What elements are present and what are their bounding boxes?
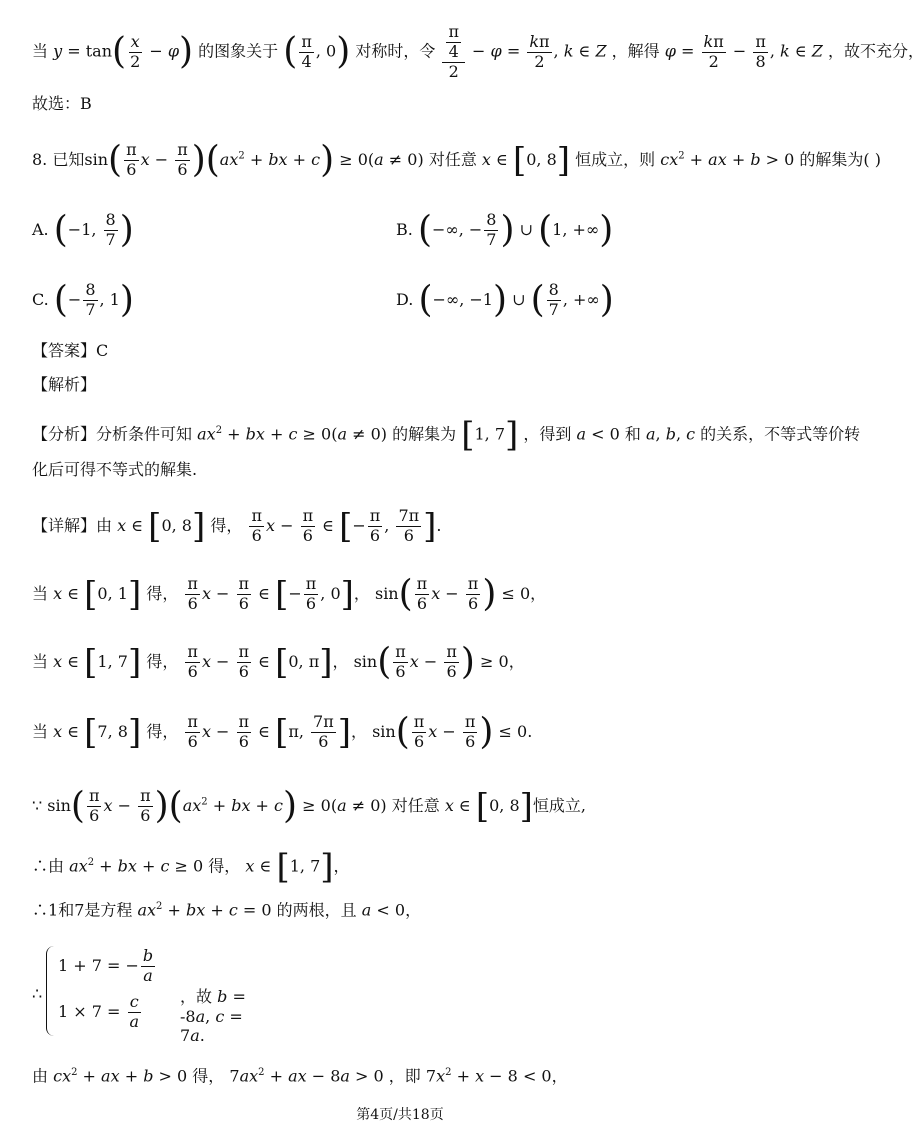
answer-line: 故选：B bbox=[32, 94, 92, 113]
analysis-line-1: 【分析】分析条件可知 $ax^2$ + bx + c ≥ 0(a ≠ 0) 的解集为 [1, 7] ，得到 a < 0 和 a, b, c 的关系，不等式等价转 bbox=[32, 415, 861, 455]
left-brace bbox=[46, 946, 55, 1036]
detail-line-2: 当 x ∈ [0, 1] 得， $\frac{\pi}{6}$ x − $\frac{\pi}{6}$ ∈ [− $\frac{\pi}{6}$ , 0]， sin( $\frac{\pi}{6}$ x − $\frac{\pi}{6}$ ) ≤ 0， bbox=[32, 573, 547, 615]
line-1: 当 y = tan( $\frac{x}{2}$ − φ) 的图象关于 ( $\frac{\pi}{4}$ , 0) 对称时，令 $\frac{\frac{\pi}{4}}{2}$ − φ = $\frac{k\pi}{2}$ , k ∈ Z ，解得 φ = $\frac{k\pi}{2}$ − $\frac{\pi}{8}$ , k ∈ Z ，故不充分， bbox=[32, 22, 924, 81]
detail-line-4: 当 x ∈ [7, 8] 得， $\frac{\pi}{6}$ x − $\frac{\pi}{6}$ ∈ [π, $\frac{7\pi}{6}$ ]， sin( $\frac{\pi}{6}$ x − $\frac{\pi}{6}$ ) ≤ 0. bbox=[32, 711, 533, 753]
answer-block: 【答案】C bbox=[32, 341, 109, 360]
detail-line-1: 【详解】由 x ∈ [0, 8] 得， $\frac{\pi}{6}$ x − $\frac{\pi}{6}$ ∈ [− $\frac{\pi}{6}$ , $\frac{7\pi}{6}$ ]. bbox=[32, 506, 442, 547]
option-a[interactable]: A. (−1, $\frac{8}{7}$ ) bbox=[32, 209, 134, 251]
detail-therefore-1: ∴由 $ax^2$ + bx + c ≥ 0 得， x ∈ [1, 7]， bbox=[32, 847, 350, 887]
detail-because: ∵ sin( $\frac{\pi}{6}$ x − $\frac{\pi}{6}$ )($ax^2$ + bx + c) ≥ 0(a ≠ 0) 对任意 x ∈ [0, 8]恒成立, bbox=[32, 785, 587, 827]
detail-therefore-2: ∴1和7是方程 $ax^2$ + bx + c = 0 的两根，且 a < 0， bbox=[32, 900, 422, 920]
analysis-label: 【解析】 bbox=[32, 375, 97, 394]
detail-final: 由 $cx^2$ + ax + b > 0 得， $7ax^2$ + ax − 8a > 0 ，即 $7x^2 + x - 8 < 0$， bbox=[32, 1066, 568, 1086]
analysis-line-2: 化后可得不等式的解集. bbox=[32, 460, 198, 479]
equation-system: ∴ 1 + 7 = − $\frac{b}{a}$ 1 × 7 = $\frac{c}{a}$ ，故 b = -8a, c = 7a. bbox=[32, 946, 246, 1045]
option-b[interactable]: B. (−∞, − $\frac{8}{7}$ ) ∪ (1, +∞) bbox=[396, 209, 614, 251]
question-8: 8. 已知sin( $\frac{\pi}{6}$ x − $\frac{\pi}{6}$ )($ax^2$ + bx + c) ≥ 0(a ≠ 0) 对任意 x ∈ [0, 8] 恒成立，则 $cx^2$ + ax + b > 0 的解集为( ) bbox=[32, 139, 881, 181]
option-c[interactable]: C. (− $\frac{8}{7}$ , 1) bbox=[32, 279, 134, 321]
option-d[interactable]: D. (−∞, −1) ∪ ( $\frac{8}{7}$ , +∞) bbox=[396, 279, 614, 321]
page-footer: 第4页/共18页 bbox=[356, 1107, 444, 1123]
detail-line-3: 当 x ∈ [1, 7] 得， $\frac{\pi}{6}$ x − $\frac{\pi}{6}$ ∈ [0, π]， sin( $\frac{\pi}{6}$ x − $\frac{\pi}{6}$ ) ≥ 0， bbox=[32, 641, 525, 683]
